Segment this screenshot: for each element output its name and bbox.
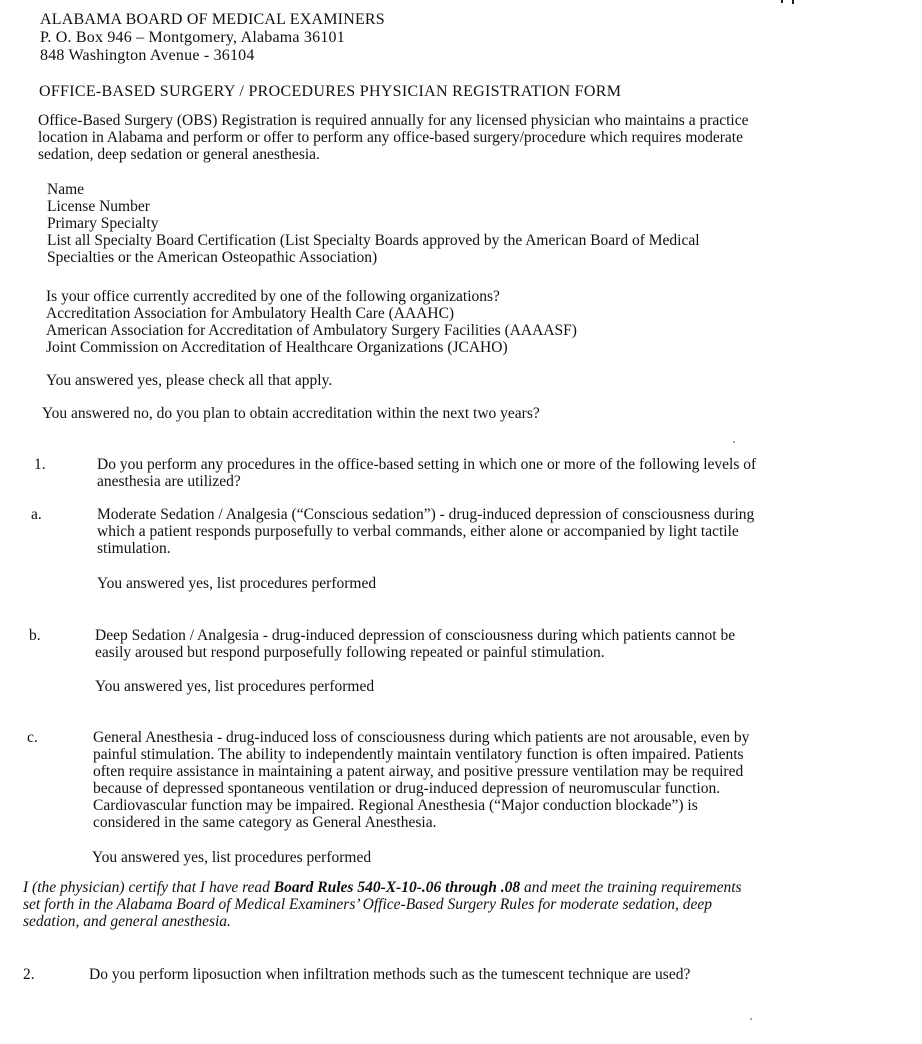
letterhead xyxy=(40,11,922,65)
question-1-line: anesthesia are utilized? xyxy=(97,473,241,490)
item-a-line: which a patient responds purposefully to verbal commands, either alone or accompanied by light tactile xyxy=(97,523,739,540)
certification-line-1 xyxy=(23,879,922,896)
accreditation-section xyxy=(46,288,922,356)
item-a-line: Moderate Sedation / Analgesia (“Conscious sedation”) - drug-induced depression of consciousness during xyxy=(97,506,755,523)
board-rules-reference: Board Rules 540-X-10-.06 through .08 xyxy=(273,879,521,896)
item-c-line: considered in the same category as General Anesthesia. xyxy=(93,814,437,831)
intro-line: location in Alabama and perform or offer to perform any office-based surgery/procedure which requires moderate xyxy=(38,129,743,146)
certification-suffix: and meet the training requirements xyxy=(520,879,742,896)
board-certification-label-cont: Specialties or the American Osteopathic Association) xyxy=(47,249,378,266)
item-a-moderate-sedation xyxy=(97,506,754,557)
item-b-line: Deep Sedation / Analgesia - drug-induced depression of consciousness during which patients cannot be xyxy=(95,627,736,644)
form-title: OFFICE-BASED SURGERY / PROCEDURES PHYSICIAN REGISTRATION FORM xyxy=(39,83,622,100)
certification-line-2: set forth in the Alabama Board of Medical Examiners’ Office-Based Surgery Rules for moderate sedation, deep xyxy=(23,896,713,913)
item-b-line: easily aroused but respond purposefully following repeated or painful stimulation. xyxy=(95,644,605,661)
accreditation-option-jcaho: Joint Commission on Accreditation of Healthcare Organizations (JCAHO) xyxy=(46,339,508,356)
primary-specialty-label: Primary Specialty xyxy=(47,215,159,232)
item-a-line: stimulation. xyxy=(97,540,171,557)
item-a-letter: a. xyxy=(31,506,42,523)
license-number-label: License Number xyxy=(47,198,150,215)
item-c-letter: c. xyxy=(27,729,38,746)
item-b-followup: You answered yes, list procedures performed xyxy=(95,678,375,695)
question-2 xyxy=(0,966,922,983)
certification-statement xyxy=(23,879,922,930)
question-1-text xyxy=(97,456,756,490)
item-c xyxy=(0,729,922,831)
question-1-number: 1. xyxy=(34,456,46,473)
item-b-letter: b. xyxy=(29,627,41,644)
registration-fields xyxy=(47,181,922,266)
item-c-line: painful stimulation. The ability to independently maintain ventilatory function is often impaired. Patients xyxy=(93,746,744,763)
org-name: ALABAMA BOARD OF MEDICAL EXAMINERS xyxy=(40,11,385,28)
item-a xyxy=(0,506,922,557)
intro-line: Office-Based Surgery (OBS) Registration is required annually for any licensed physician who maintains a practice xyxy=(38,112,749,129)
accreditation-option-aaaasf: American Association for Accreditation of Ambulatory Surgery Facilities (AAAASF) xyxy=(46,322,577,339)
question-2-number: 2. xyxy=(23,966,35,983)
item-c-line: often require assistance in maintaining a patent airway, and positive pressure ventilation may be required xyxy=(93,763,744,780)
certification-line-3: sedation, and general anesthesia. xyxy=(23,913,231,930)
accreditation-question: Is your office currently accredited by one of the following organizations? xyxy=(46,288,500,305)
item-c-line: Cardiovascular function may be impaired. Regional Anesthesia (“Major conduction blockade”) is xyxy=(93,797,698,814)
item-c-line: General Anesthesia - drug-induced loss of consciousness during which patients are not arousable, even by xyxy=(93,729,750,746)
accreditation-option-aaahc: Accreditation Association for Ambulatory Health Care (AAAHC) xyxy=(46,305,455,322)
po-box-line: P. O. Box 946 – Montgomery, Alabama 36101 xyxy=(40,29,345,46)
item-a-followup: You answered yes, list procedures performed xyxy=(97,575,377,592)
question-1-line: Do you perform any procedures in the office-based setting in which one or more of the following levels of xyxy=(97,456,757,473)
item-b-deep-sedation xyxy=(95,627,735,661)
question-2-text: Do you perform liposuction when infiltration methods such as the tumescent technique are used? xyxy=(89,966,691,983)
intro-line: sedation, deep sedation or general anesthesia. xyxy=(38,146,320,163)
item-c-followup: You answered yes, list procedures performed xyxy=(92,849,372,866)
name-field-label: Name xyxy=(47,181,85,198)
item-c-line: because of depressed spontaneous ventilation or drug-induced depression of neuromuscular function. xyxy=(93,780,721,797)
certification-prefix: I (the physician) certify that I have read xyxy=(23,879,274,896)
accreditation-no-followup: You answered no, do you plan to obtain accreditation within the next two years? xyxy=(42,405,540,422)
accreditation-yes-followup: You answered yes, please check all that apply. xyxy=(46,372,333,389)
street-line: 848 Washington Avenue - 36104 xyxy=(40,47,255,64)
scan-speck xyxy=(733,441,735,443)
scan-mark xyxy=(792,0,794,4)
item-b xyxy=(0,627,922,661)
question-1 xyxy=(0,456,922,490)
scan-speck xyxy=(750,1018,752,1020)
item-c-general-anesthesia xyxy=(93,729,749,831)
intro-paragraph xyxy=(38,112,922,163)
board-certification-label: List all Specialty Board Certification (List Specialty Boards approved by the American Board of Medical xyxy=(47,232,700,249)
scan-mark xyxy=(781,0,783,3)
